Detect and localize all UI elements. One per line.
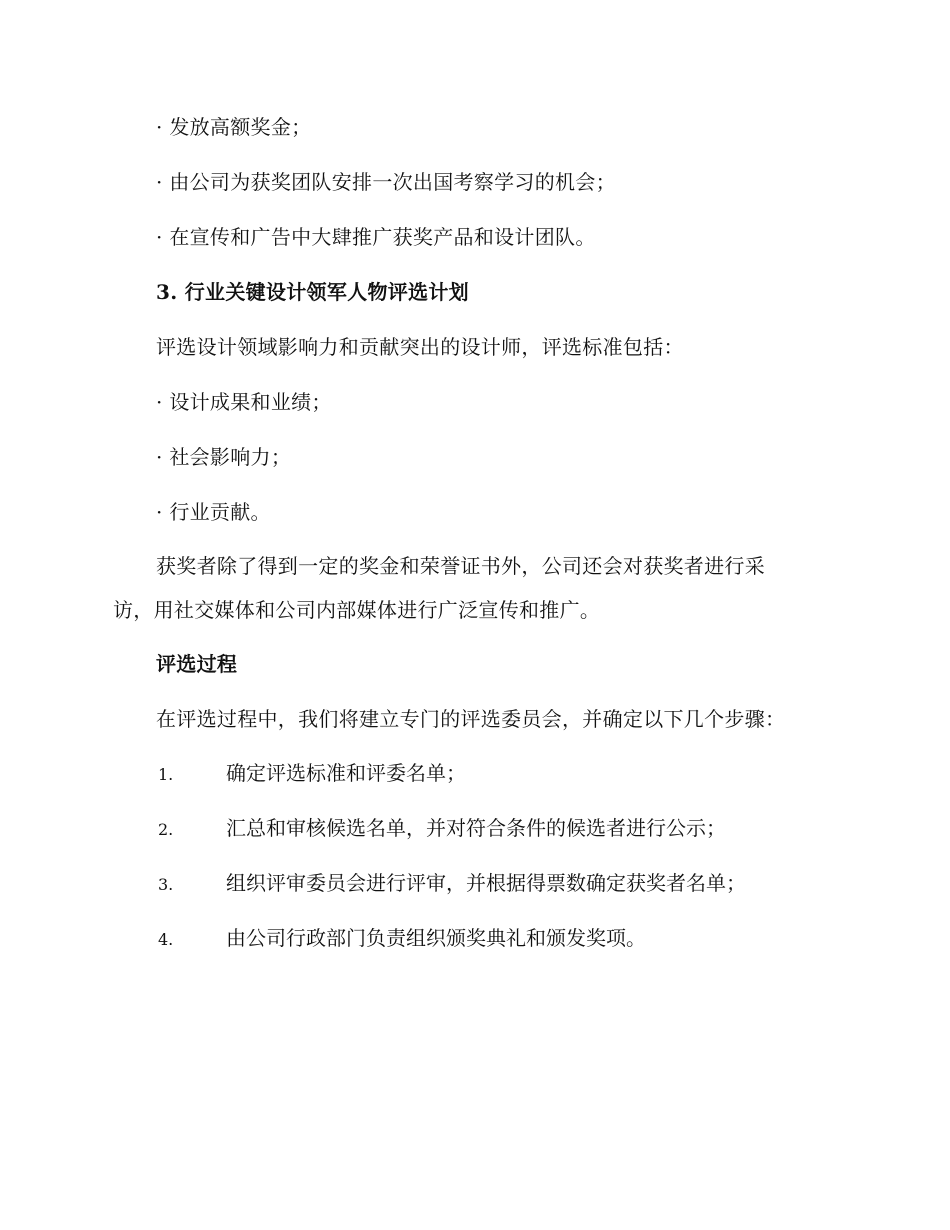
bullet-item: · 发放高额奖金；: [156, 115, 312, 139]
numbered-step: [158, 759, 466, 789]
step-number: 4.: [158, 930, 174, 949]
step-text: 组织评审委员会进行评审，并根据得票数确定获奖者名单；: [226, 871, 746, 895]
paragraph: 评选设计领域影响力和贡献突出的设计师，评选标准包括：: [156, 335, 684, 359]
criteria-item: · 行业贡献。: [156, 500, 271, 524]
numbered-step: [158, 869, 746, 899]
section-heading: 3. 行业关键设计领军人物评选计划: [156, 280, 469, 304]
paragraph: 获奖者除了得到一定的奖金和荣誉证书外，公司还会对获奖者进行采: [156, 554, 765, 578]
paragraph: 在评选过程中，我们将建立专门的评选委员会，并确定以下几个步骤：: [156, 707, 786, 731]
step-text: 汇总和审核候选名单，并对符合条件的候选者进行公示；: [226, 816, 726, 840]
criteria-item: · 设计成果和业绩；: [156, 390, 332, 414]
numbered-step: [158, 814, 726, 844]
bullet-item: · 在宣传和广告中大肆推广获奖产品和设计团队。: [156, 225, 596, 249]
numbered-step: [158, 924, 646, 954]
criteria-item: · 社会影响力；: [156, 445, 292, 469]
step-text: 确定评选标准和评委名单；: [226, 761, 466, 785]
step-number: 3.: [158, 875, 174, 894]
step-number: 1.: [158, 765, 174, 784]
section-heading: 评选过程: [156, 652, 238, 676]
bullet-item: · 由公司为获奖团队安排一次出国考察学习的机会；: [156, 170, 616, 194]
step-text: 由公司行政部门负责组织颁奖典礼和颁发奖项。: [226, 926, 646, 950]
paragraph-continuation: 访，用社交媒体和公司内部媒体进行广泛宣传和推广。: [113, 598, 601, 622]
step-number: 2.: [158, 820, 174, 839]
